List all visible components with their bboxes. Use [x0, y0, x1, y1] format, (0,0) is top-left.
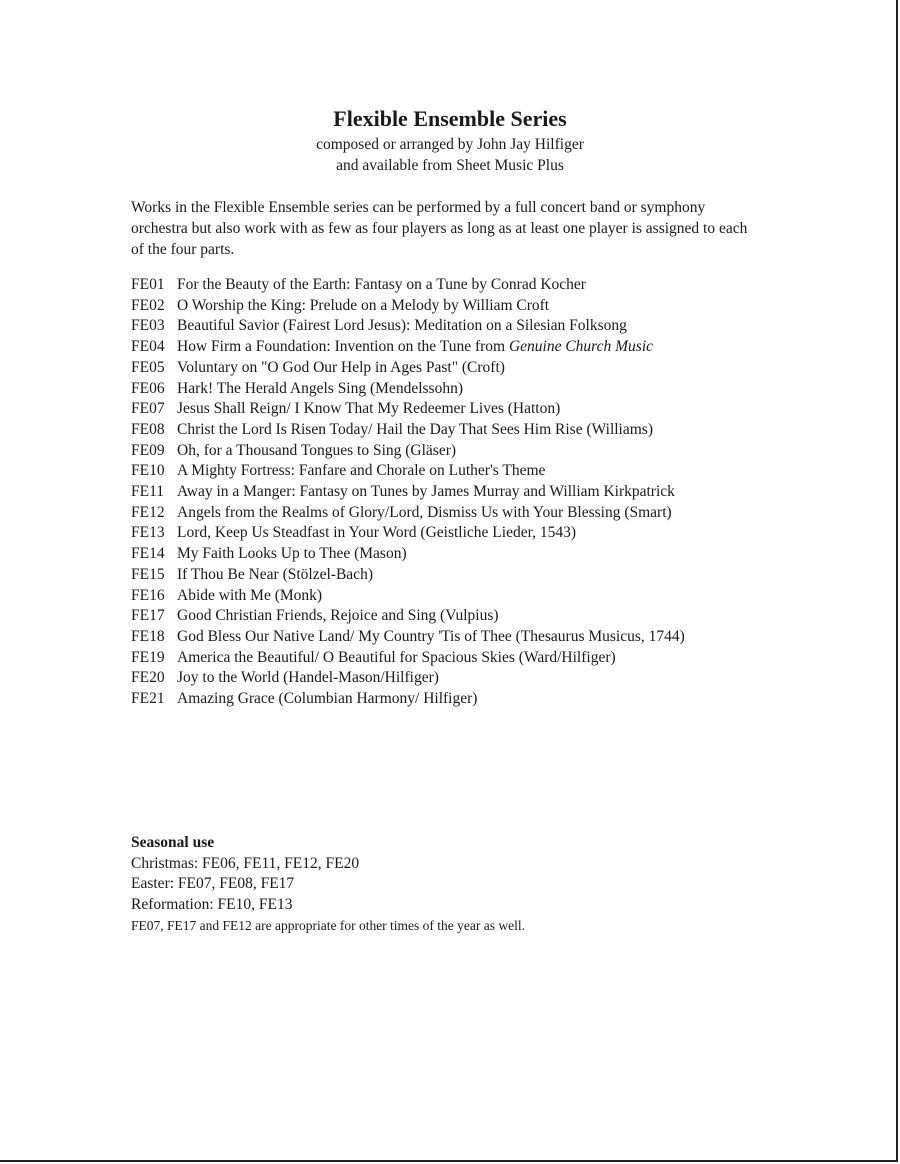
- work-item: [131, 668, 771, 689]
- work-title: [177, 399, 771, 420]
- work-title: [177, 482, 771, 503]
- work-title-text: Hark! The Herald Angels Sing (Mendelssohn): [177, 379, 463, 397]
- work-title-text: My Faith Looks Up to Thee (Mason): [177, 545, 407, 563]
- work-code: FE17: [131, 607, 165, 625]
- work-item: [131, 627, 771, 648]
- work-title: [177, 689, 771, 710]
- work-code: FE19: [131, 648, 165, 666]
- work-title-italic: Genuine Church Music: [508, 338, 654, 356]
- work-title-text: A Mighty Fortress: Fanfare and Chorale on Luther's Theme: [177, 462, 546, 480]
- page-title: Flexible Ensemble Series: [333, 106, 567, 131]
- work-item: [131, 648, 771, 669]
- work-item: [131, 399, 771, 420]
- work-code: FE08: [131, 420, 165, 438]
- work-title: [177, 379, 771, 400]
- work-title-text: God Bless Our Native Land/ My Country 'Tis of Thee (Thesaurus Musicus, 1744): [177, 627, 685, 645]
- work-item: [131, 316, 771, 337]
- work-code: FE11: [131, 483, 165, 501]
- work-code: FE02: [131, 296, 165, 314]
- work-code: FE10: [131, 462, 165, 480]
- work-code: FE06: [131, 379, 165, 397]
- work-title-text: Away in a Manger: Fantasy on Tunes by James Murray and William Kirkpatrick: [177, 483, 675, 501]
- work-title-text: Abide with Me (Monk): [177, 586, 323, 604]
- work-item: [131, 503, 771, 524]
- work-code: FE01: [131, 276, 165, 293]
- work-title-text: O Worship the King: Prelude on a Melody by William Croft: [177, 296, 550, 314]
- work-title-text: If Thou Be Near (Stölzel-Bach): [177, 565, 373, 583]
- work-code: FE05: [131, 358, 165, 376]
- work-title: [177, 627, 771, 648]
- work-item: [131, 337, 771, 358]
- work-item: [131, 606, 771, 627]
- work-code: FE20: [131, 669, 165, 687]
- work-title: [177, 296, 771, 317]
- work-item: [131, 586, 771, 607]
- work-title: [177, 606, 771, 627]
- work-title: [177, 586, 771, 607]
- work-title-text: Voluntary on "O God Our Help in Ages Past" (Croft): [177, 358, 505, 376]
- seasonal-reformation: Reformation: FE10, FE13: [131, 896, 293, 914]
- work-item: [131, 565, 771, 586]
- work-item: [131, 441, 771, 462]
- work-title-text: Christ the Lord Is Risen Today/ Hail the Day That Sees Him Rise (Williams): [177, 420, 653, 438]
- work-code: FE16: [131, 586, 165, 604]
- work-code: FE12: [131, 503, 165, 521]
- work-title: [177, 337, 771, 358]
- intro-paragraph: Works in the Flexible Ensemble series can be performed by a full concert band or symphony orchestra but also work with as few as four players as long as at least one player is assigned to each of the four parts.: [131, 199, 748, 258]
- work-title: [177, 668, 771, 689]
- work-item: [131, 461, 771, 482]
- work-code: FE03: [131, 317, 165, 335]
- work-title: [177, 275, 771, 296]
- work-code: FE09: [131, 441, 165, 459]
- work-title: [177, 358, 771, 379]
- work-title-text: Beautiful Savior (Fairest Lord Jesus): Meditation on a Silesian Folksong: [177, 317, 627, 335]
- work-title: [177, 648, 771, 669]
- work-code: FE07: [131, 400, 165, 418]
- seasonal-christmas: Christmas: FE06, FE11, FE12, FE20: [131, 854, 360, 872]
- document-header: [0, 104, 900, 176]
- work-code: FE21: [131, 690, 165, 708]
- work-item: [131, 420, 771, 441]
- work-item: [131, 379, 771, 400]
- works-list: [131, 275, 771, 710]
- work-item: [131, 296, 771, 317]
- work-title: [177, 461, 771, 482]
- subtitle-line-2: and available from Sheet Music Plus: [336, 157, 564, 174]
- seasonal-easter: Easter: FE07, FE08, FE17: [131, 875, 295, 893]
- work-title: [177, 565, 771, 586]
- seasonal-heading: Seasonal use: [131, 834, 215, 851]
- seasonal-section: [131, 833, 771, 937]
- work-title-text: America the Beautiful/ O Beautiful for Spacious Skies (Ward/Hilfiger): [177, 648, 616, 666]
- work-code: FE04: [131, 338, 165, 356]
- work-code: FE13: [131, 524, 165, 542]
- work-title-text: Joy to the World (Handel-Mason/Hilfiger): [177, 669, 439, 687]
- work-title: [177, 441, 771, 462]
- work-item: [131, 689, 771, 710]
- work-title: [177, 503, 771, 524]
- work-code: FE14: [131, 545, 165, 563]
- work-title-text: For the Beauty of the Earth: Fantasy on a Tune by Conrad Kocher: [177, 276, 586, 293]
- work-item: [131, 275, 771, 296]
- work-title-text: Amazing Grace (Columbian Harmony/ Hilfiger): [177, 690, 478, 708]
- work-title-text: Jesus Shall Reign/ I Know That My Redeemer Lives (Hatton): [177, 400, 561, 418]
- work-title-text: Oh, for a Thousand Tongues to Sing (Gläser): [177, 441, 457, 459]
- work-item: [131, 544, 771, 565]
- work-item: [131, 523, 771, 544]
- subtitle-line-1: composed or arranged by John Jay Hilfiger: [316, 136, 584, 153]
- work-title: [177, 523, 771, 544]
- work-title: [177, 316, 771, 337]
- work-title-text: Good Christian Friends, Rejoice and Sing (Vulpius): [177, 607, 499, 625]
- work-item: [131, 482, 771, 503]
- work-title-text: How Firm a Foundation: Invention on the Tune from: [177, 338, 509, 356]
- work-title-text: Lord, Keep Us Steadfast in Your Word (Geistliche Lieder, 1543): [177, 524, 577, 542]
- work-title: [177, 544, 771, 565]
- work-title-text: Angels from the Realms of Glory/Lord, Dismiss Us with Your Blessing (Smart): [177, 503, 672, 521]
- work-code: FE18: [131, 627, 165, 645]
- seasonal-note: FE07, FE17 and FE12 are appropriate for other times of the year as well.: [131, 917, 526, 933]
- work-title: [177, 420, 771, 441]
- work-item: [131, 358, 771, 379]
- work-code: FE15: [131, 565, 165, 583]
